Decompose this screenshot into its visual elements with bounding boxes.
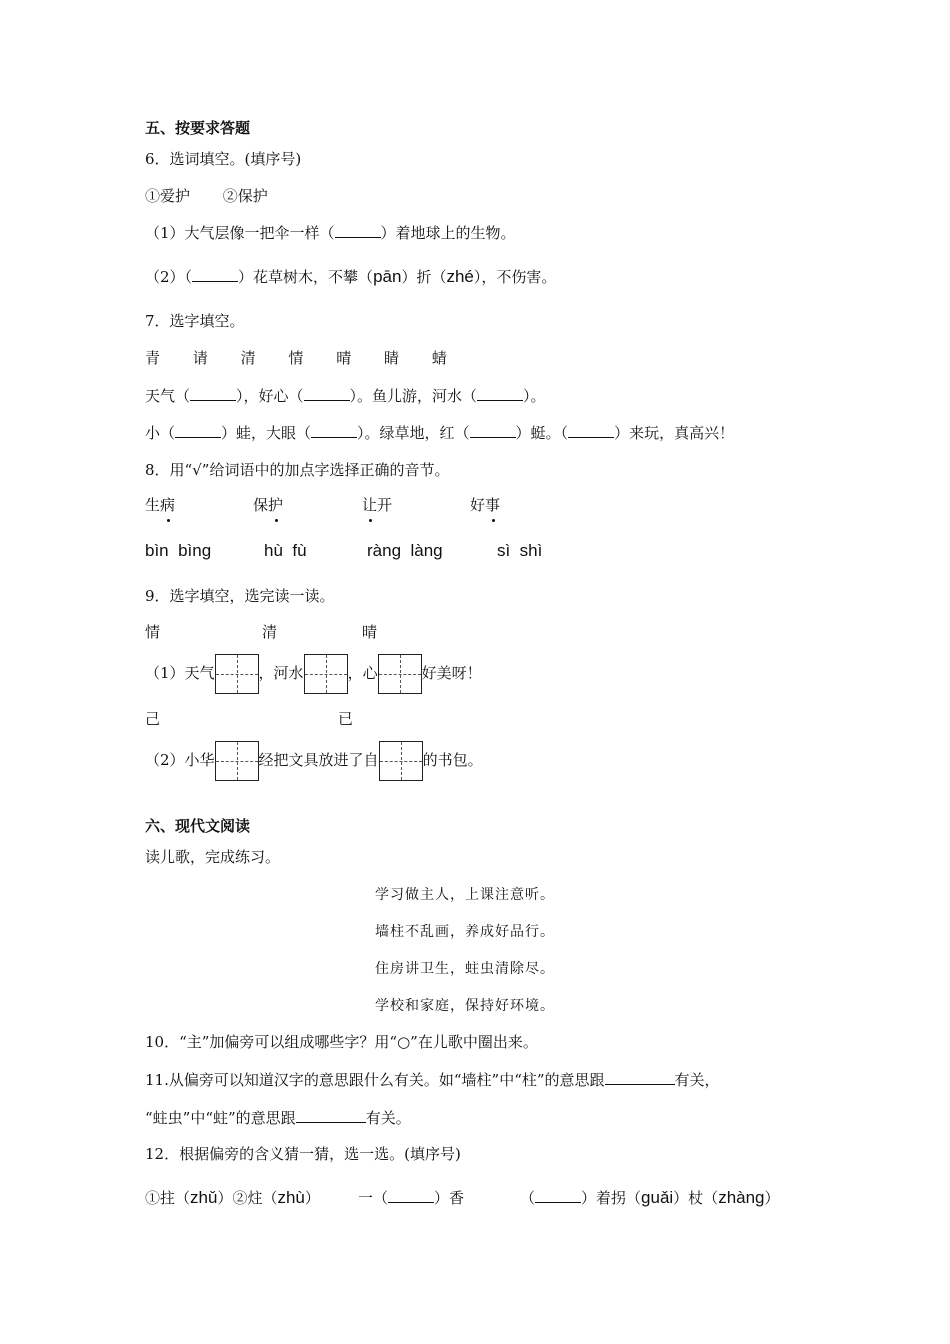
text: （1）天气	[145, 664, 215, 682]
text: ）。绿草地，红（	[357, 424, 470, 442]
text: 11.从偏旁可以知道汉字的意思跟什么有关。如“墙柱”中“柱”的意思跟	[145, 1071, 605, 1089]
pinyin: pān	[373, 267, 402, 286]
q8-word-3	[362, 494, 392, 516]
q8-word-2	[253, 494, 283, 516]
text: 一（	[358, 1189, 389, 1207]
section-6-title: 六、现代文阅读	[145, 817, 251, 835]
text: ），好心（	[236, 387, 304, 405]
question-12-fill-1	[358, 1187, 464, 1209]
text: ，河水	[258, 664, 304, 682]
question-7-line-1	[145, 385, 546, 407]
q8-pinyin-1[interactable]: bìn bìng	[145, 541, 212, 560]
question-6-sentence-1	[145, 222, 516, 244]
section-5-title: 五、按要求答题	[145, 119, 251, 137]
q8-pinyin-2[interactable]: hù fù	[264, 541, 307, 560]
text: 保	[253, 496, 269, 514]
dotted-char: 让	[362, 496, 378, 514]
text: ）杖（	[673, 1189, 719, 1207]
tian-grid-box[interactable]	[378, 654, 422, 694]
question-6-sentence-2	[145, 266, 556, 288]
pinyin: guǎi	[641, 1188, 674, 1207]
text: ）花草树木，不攀（	[238, 268, 374, 286]
text: 生	[145, 496, 161, 514]
option-1: ①爱护	[145, 187, 191, 205]
q9-char: 情	[145, 623, 161, 641]
tian-grid-box[interactable]	[215, 654, 259, 694]
char: 请	[192, 349, 208, 367]
text: ）折（	[401, 268, 447, 286]
option-2: ②保护	[222, 187, 268, 205]
tian-grid-box[interactable]	[215, 741, 259, 781]
text: ）	[217, 1189, 233, 1207]
text: ）香	[434, 1189, 465, 1207]
answer-blank[interactable]	[388, 1188, 434, 1203]
poem-line: 学校和家庭，保持好环境。	[375, 998, 555, 1014]
answer-blank[interactable]	[477, 386, 523, 401]
question-7-line-2	[145, 422, 734, 444]
text: 好	[470, 496, 486, 514]
answer-blank[interactable]	[568, 423, 614, 438]
text: 小（	[145, 424, 176, 442]
text: “蛀虫”中“蛀”的意思跟	[145, 1109, 296, 1127]
pinyin: zhù	[277, 1188, 305, 1207]
answer-blank[interactable]	[335, 223, 381, 238]
poem-line: 墙柱不乱画，养成好品行。	[375, 924, 555, 940]
question-11-line-1	[145, 1069, 720, 1091]
question-11-line-2	[145, 1107, 411, 1129]
answer-blank[interactable]	[175, 423, 221, 438]
answer-blank[interactable]	[311, 423, 357, 438]
text: ）着地球上的生物。	[380, 224, 516, 242]
question-6-stem: 6．选词填空。(填序号)	[145, 150, 302, 168]
dotted-char: 病	[160, 496, 176, 514]
text: ）。鱼儿游，河水（	[349, 387, 478, 405]
text: 经把文具放进了自	[258, 751, 379, 769]
text: ），不伤害。	[473, 268, 557, 286]
char: 清	[240, 349, 256, 367]
q8-word-4	[470, 494, 500, 516]
reading-intro: 读儿歌，完成练习。	[145, 848, 281, 866]
answer-blank[interactable]	[605, 1070, 675, 1085]
poem-line: 学习做主人，上课注意听。	[375, 887, 555, 903]
char: 蜻	[431, 349, 447, 367]
q9-char: 已	[338, 710, 354, 728]
answer-blank[interactable]	[192, 267, 238, 282]
text: 天气（	[145, 387, 191, 405]
question-8-stem: 8．用“√”给词语中的加点字选择正确的音节。	[145, 461, 450, 479]
char: 晴	[336, 349, 352, 367]
q9-sentence-1	[145, 654, 482, 694]
q9-char: 晴	[362, 623, 378, 641]
q8-pinyin-3[interactable]: ràng làng	[367, 541, 443, 560]
text: 有关，	[674, 1071, 720, 1089]
answer-blank[interactable]	[304, 386, 350, 401]
dotted-char: 护	[268, 496, 284, 514]
answer-blank[interactable]	[535, 1188, 581, 1203]
question-12-stem: 12．根据偏旁的含义猜一猜，选一选。(填序号)	[145, 1145, 461, 1163]
tian-grid-box[interactable]	[379, 741, 423, 781]
q8-word-1	[145, 494, 175, 516]
text: （2）小华	[145, 751, 215, 769]
text: 的书包。	[422, 751, 483, 769]
answer-blank[interactable]	[296, 1108, 366, 1123]
answer-blank[interactable]	[470, 423, 516, 438]
text: ②炷（	[232, 1189, 278, 1207]
char: 睛	[383, 349, 399, 367]
char: 情	[288, 349, 304, 367]
question-12-fill-2	[520, 1187, 780, 1209]
tian-grid-box[interactable]	[304, 654, 348, 694]
question-7-stem: 7．选字填空。	[145, 312, 245, 330]
pinyin: zhǔ	[190, 1188, 218, 1207]
text: ）	[304, 1189, 320, 1207]
q9-sentence-2	[145, 741, 483, 781]
text: 好美呀！	[421, 664, 482, 682]
q9-char: 清	[262, 623, 278, 641]
text: ）来玩，真高兴！	[614, 424, 735, 442]
text: （2）（	[145, 268, 193, 286]
pinyin: zhàng	[718, 1188, 765, 1207]
text: ）。	[523, 387, 546, 405]
text: 开	[377, 496, 393, 514]
text: ）着拐（	[581, 1189, 642, 1207]
text: ，心	[347, 664, 378, 682]
question-10: 10．“主”加偏旁可以组成哪些字？用“○”在儿歌中圈出来。	[145, 1033, 538, 1051]
question-6-options	[145, 185, 268, 207]
text: 有关。	[365, 1109, 411, 1127]
answer-blank[interactable]	[190, 386, 236, 401]
text: ）	[764, 1189, 780, 1207]
char: 青	[145, 349, 161, 367]
question-7-char-list	[145, 347, 447, 369]
question-9-stem: 9．选字填空，选完读一读。	[145, 587, 335, 605]
dotted-char: 事	[485, 496, 501, 514]
q9-char: 己	[145, 710, 161, 728]
poem-line: 住房讲卫生，蛀虫清除尽。	[375, 961, 555, 977]
pinyin: zhé	[446, 267, 474, 286]
question-12-options	[145, 1187, 320, 1209]
text: （1）大气层像一把伞一样（	[145, 224, 335, 242]
q8-pinyin-4[interactable]: sì shì	[497, 541, 543, 560]
text: ）蜓。（	[515, 424, 569, 442]
text: ）蛙，大眼（	[221, 424, 312, 442]
text: （	[520, 1189, 536, 1207]
text: ①拄（	[145, 1189, 191, 1207]
